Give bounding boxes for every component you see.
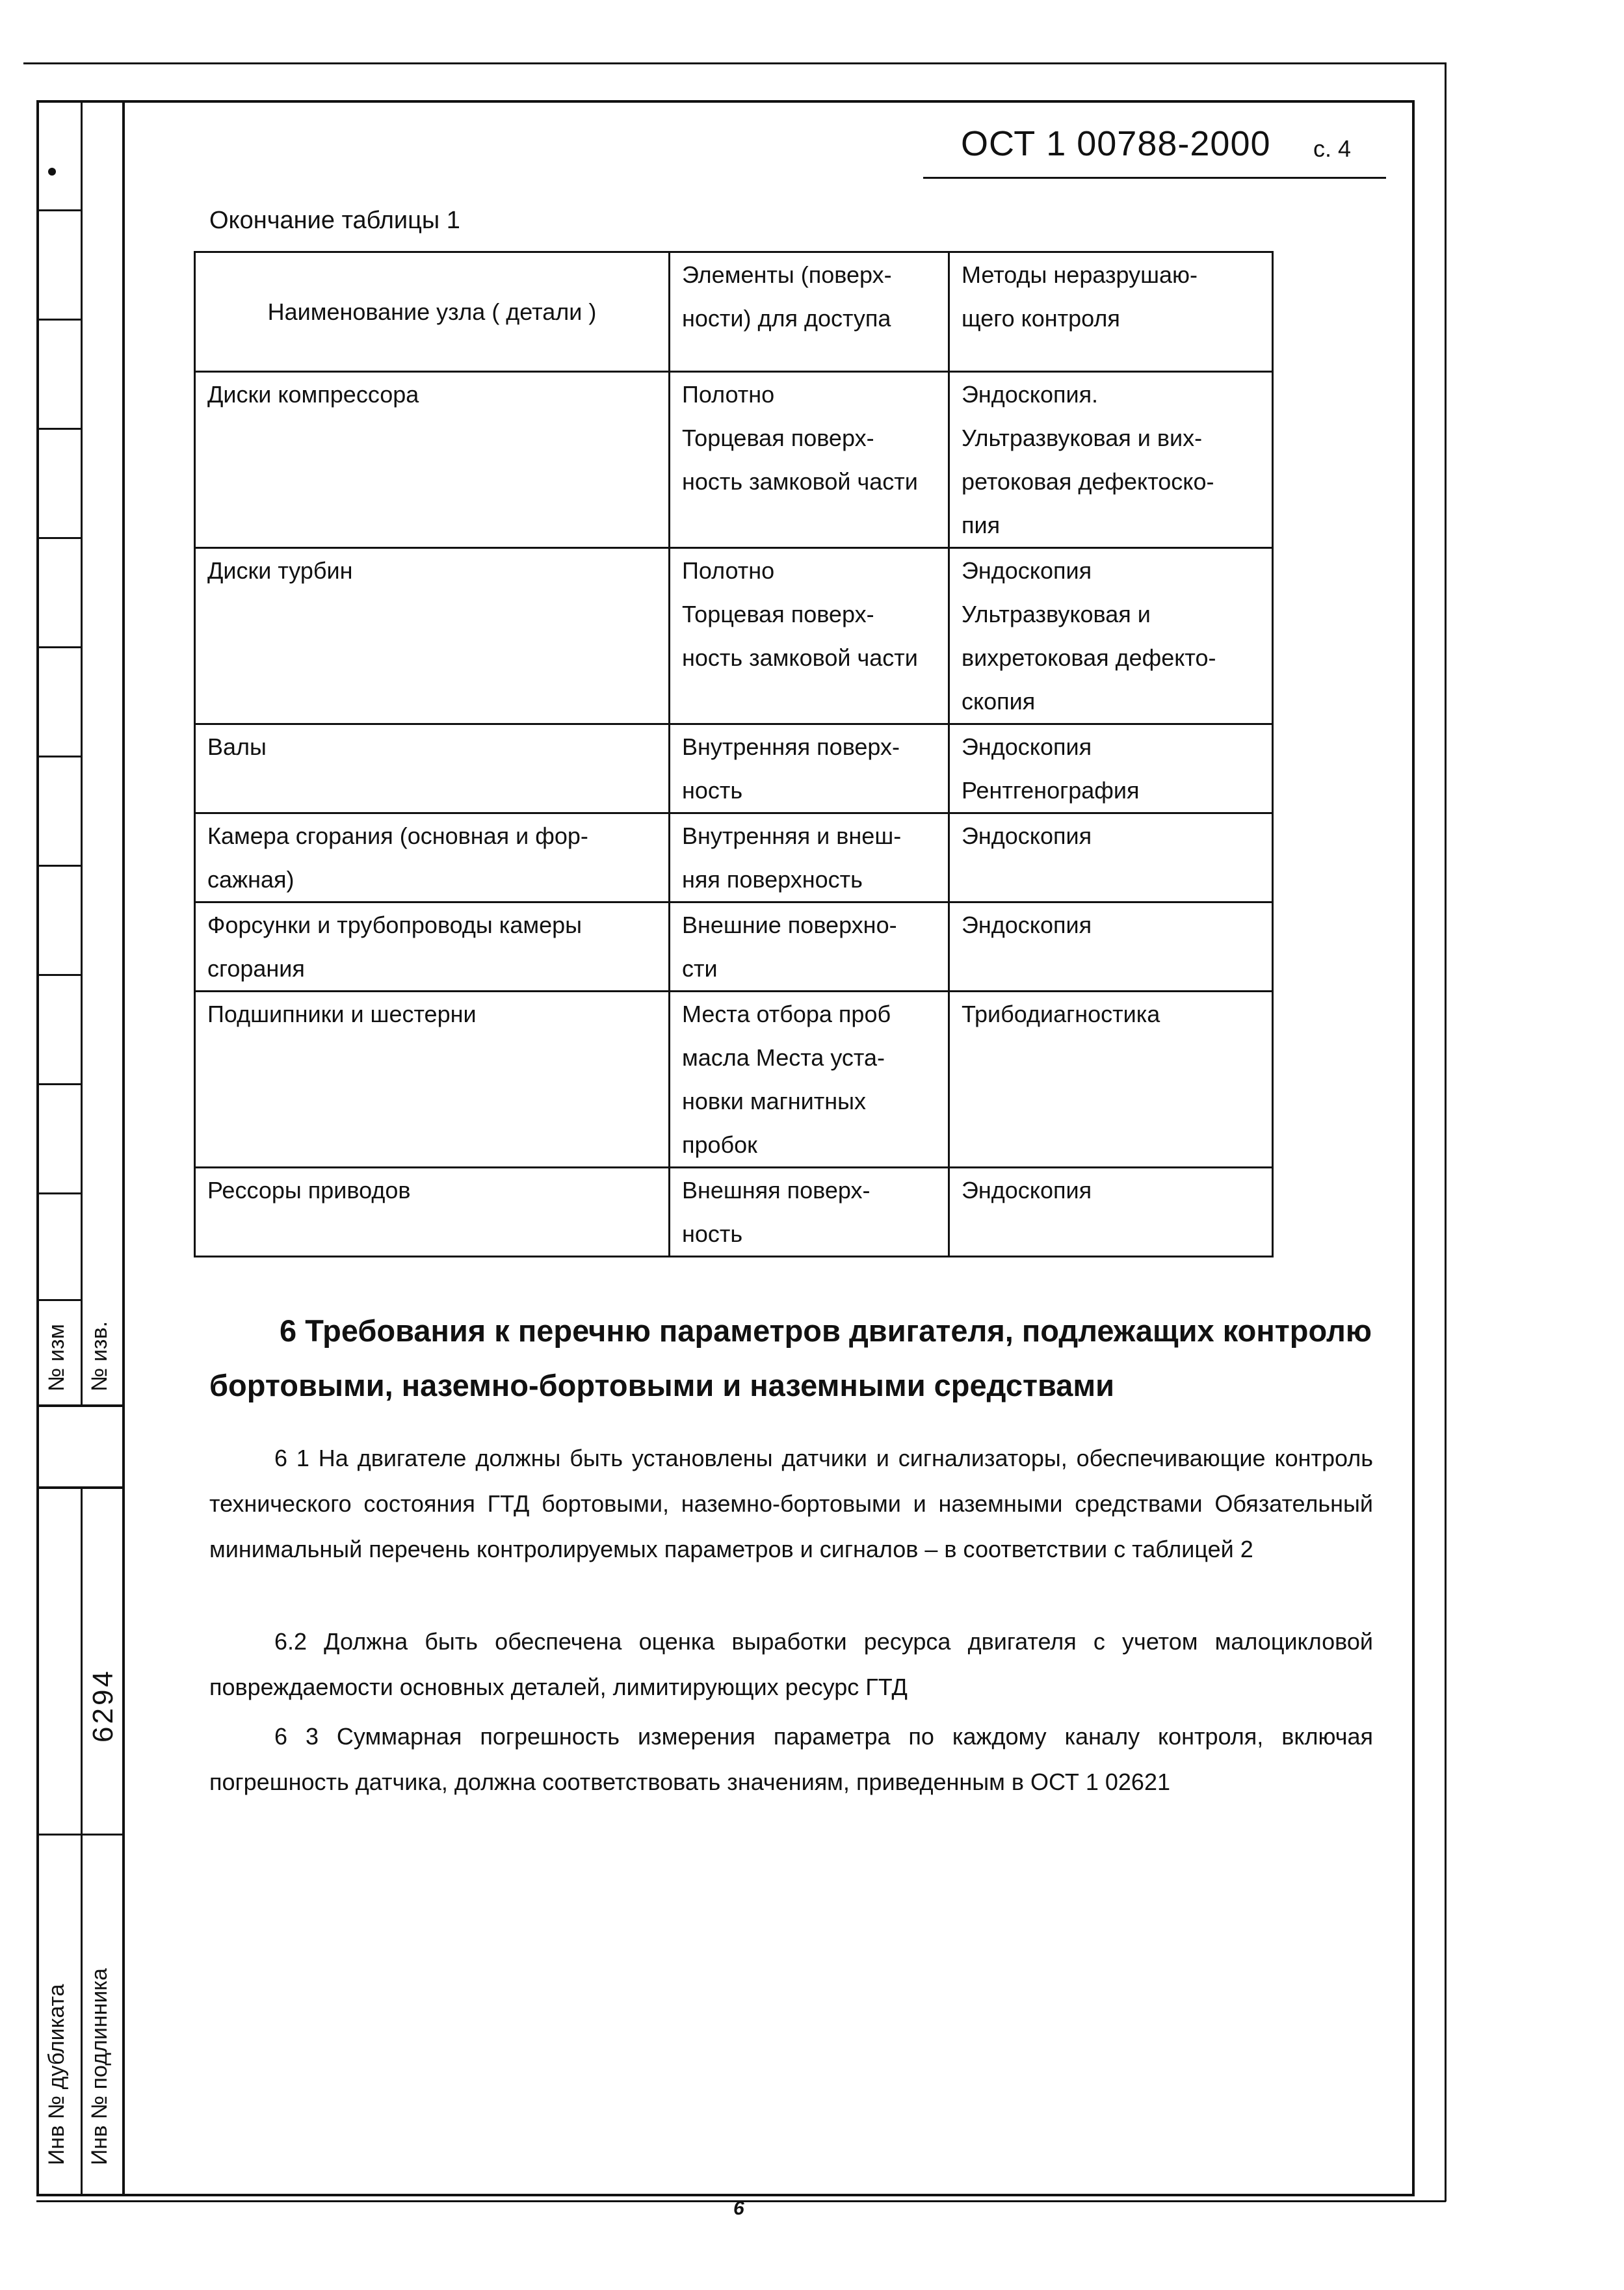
table-row	[195, 1168, 1273, 1257]
cell-methods: Эндоскопия Рентгенография	[949, 724, 1273, 813]
margin-cell-divider	[36, 974, 82, 976]
cell-elements: Полотно Торцевая поверх- ность замковой части	[670, 372, 949, 548]
frame-right	[1412, 100, 1415, 2195]
margin-cell-divider	[36, 756, 82, 757]
margin-cell-divider	[36, 865, 82, 867]
cell-elements: Внутренняя и внеш- няя поверхность	[670, 813, 949, 902]
margin-cell-divider	[36, 1299, 82, 1301]
margin-izv-label: № изв.	[87, 1321, 112, 1391]
cell-node: Форсунки и трубопроводы камеры сгорания	[195, 902, 670, 992]
table-header-row	[195, 252, 1273, 372]
header-cell-elements: Элементы (поверх- ности) для доступа	[670, 252, 949, 372]
margin-dubl-label: Инв № дубликата	[44, 1984, 69, 2165]
margin-cell-divider	[36, 428, 82, 430]
margin-podl-label: Инв № подлинника	[87, 1968, 112, 2165]
margin-cell-divider	[36, 646, 82, 648]
cell-elements: Внутренняя поверх- ность	[670, 724, 949, 813]
cell-node: Валы	[195, 724, 670, 813]
header-rule	[923, 177, 1386, 179]
margin-podl-value: 6294	[87, 1668, 119, 1743]
cell-elements: Места отбора проб масла Места уста- новки магнитных пробок	[670, 992, 949, 1168]
margin-break-bottom	[36, 1486, 124, 1489]
margin-right-border	[122, 100, 125, 2195]
margin-left-border	[36, 100, 39, 2195]
table-row	[195, 992, 1273, 1168]
frame-outer-right	[1445, 62, 1447, 2202]
margin-dot-mark	[48, 168, 56, 176]
margin-izm-label: № изм	[44, 1324, 69, 1391]
page-label: с. 4	[1313, 135, 1352, 162]
cell-elements: Внешние поверхно- сти	[670, 902, 949, 992]
cell-node: Диски турбин	[195, 548, 670, 724]
table-caption: Окончание таблицы 1	[209, 207, 460, 234]
cell-methods: Эндоскопия	[949, 902, 1273, 992]
table-row	[195, 372, 1273, 548]
cell-methods: Эндоскопия	[949, 1168, 1273, 1257]
header-cell-methods: Методы неразрушаю- щего контроля	[949, 252, 1273, 372]
margin-cell-divider	[36, 209, 82, 211]
margin-cell-divider	[36, 1192, 82, 1194]
header-cell-node: Наименование узла ( детали )	[195, 252, 670, 372]
cell-node: Подшипники и шестерни	[195, 992, 670, 1168]
margin-gap	[39, 1407, 122, 1486]
margin-sep-1	[36, 1834, 124, 1836]
table-row	[195, 902, 1273, 992]
paragraph-6-3: 6 3 Суммарная погрешность измерения параметра по каждому каналу контроля, включая погрешность датчика, должна соответствовать значениям, приведенным в ОСТ 1 02621	[209, 1723, 1373, 1795]
frame-top	[36, 100, 1413, 103]
top-outer-rule	[23, 62, 1446, 64]
cell-node: Рессоры приводов	[195, 1168, 670, 1257]
table-row	[195, 813, 1273, 902]
cell-methods: Эндоскопия Ультразвуковая и вихретоковая дефекто- скопия	[949, 548, 1273, 724]
cell-elements: Полотно Торцевая поверх- ность замковой части	[670, 548, 949, 724]
cell-node: Камера сгорания (основная и фор- сажная)	[195, 813, 670, 902]
inspection-table	[194, 251, 1274, 1257]
sheet-number: 6	[733, 2198, 744, 2219]
margin-cell-divider	[36, 319, 82, 321]
paragraph-6-2: 6.2 Должна быть обеспечена оценка выработки ресурса двигателя с учетом малоцикловой повреждаемости основных деталей, лимитирующих ресурс ГТД	[209, 1628, 1373, 1700]
frame-bottom	[36, 2194, 1415, 2196]
table-row	[195, 548, 1273, 724]
doc-code: ОСТ 1 00788-2000	[961, 124, 1271, 163]
cell-node: Диски компрессора	[195, 372, 670, 548]
cell-methods: Эндоскопия. Ультразвуковая и вих- ретоковая дефектоско- пия	[949, 372, 1273, 548]
cell-methods: Эндоскопия	[949, 813, 1273, 902]
cell-methods: Трибодиагностика	[949, 992, 1273, 1168]
margin-cell-divider	[36, 537, 82, 539]
section-6-title: 6 Требования к перечню параметров двигателя, подлежащих контролю бортовыми, наземно-бортовыми и наземными средствами	[209, 1313, 1372, 1402]
margin-mid-border	[81, 100, 83, 2195]
margin-cell-divider	[36, 1083, 82, 1085]
table-row	[195, 724, 1273, 813]
paragraph-6-1: 6 1 На двигателе должны быть установлены датчики и сигнализаторы, обеспечивающие контроль технического состояния ГТД бортовыми, наземно-бортовыми и наземными средствами Обязательный минимальный перечень контролируемых параметров и сигналов – в соответствии с таблицей 2	[209, 1445, 1373, 1562]
cell-elements: Внешняя поверх- ность	[670, 1168, 949, 1257]
